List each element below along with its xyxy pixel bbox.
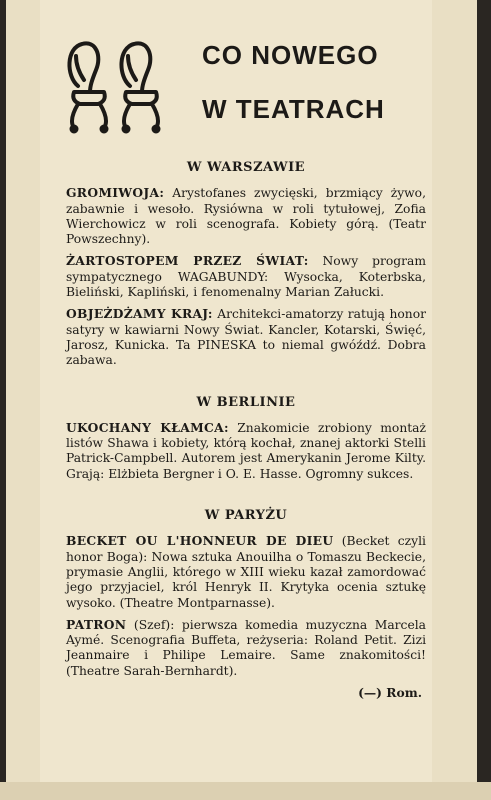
play-title: GROMIWOJA:	[66, 185, 165, 201]
play-title: UKOCHANY KŁAMCA:	[66, 419, 229, 435]
review-text: Architekci-amatorzy ratują honor satyry w kawiarni Nowy Świat. Kancler, Kotarski, Święć, Jarosz, Kunicka. Ta PINESKA to niemal gwóźdź. Dobra zabawa.	[66, 307, 426, 368]
review-text: Nowy program sympatycznego WAGABUNDY: Wysocka, Koterbska, Bieliński, Kapliński, i fenomenalny Marian Załucki.	[66, 254, 426, 300]
play-title: ŻARTOSTOPEM PRZEZ ŚWIAT:	[66, 253, 309, 269]
column-title	[202, 28, 432, 136]
section-title-berlin: W BERLINIE	[196, 394, 296, 410]
title-line-2: W TEATRACH	[202, 94, 385, 124]
review-entry	[66, 185, 426, 247]
review-entry	[66, 306, 426, 368]
review-text: (Becket czyli honor Boga): Nowa sztuka Anouilha o Tomaszu Beckecie, prymasie Anglii, którego w XIII wieku kazał zamordować jego przyjaciel, król Henryk II. Krytyka ocenia sztukę wysoko. (Theatre Montparnasse).	[66, 534, 426, 610]
play-title: BECKET OU L'HONNEUR DE DIEU	[66, 533, 334, 549]
theatre-chairs-illustration	[60, 36, 170, 136]
review-text: (Szef): pierwsza komedia muzyczna Marcela Aymé. Scenografia Buffeta, reżyseria: Roland Petit. Zizi Jeanmaire i Philipe Lemaire. Same znakomitości! (Theatre Sarah-Bernhardt).	[66, 617, 426, 678]
right-dark-edge	[477, 0, 491, 800]
play-title: PATRON	[66, 616, 127, 632]
review-entry	[66, 617, 426, 679]
bottom-edge	[0, 782, 491, 800]
play-title: OBJEŻDŻAMY KRAJ:	[66, 306, 213, 322]
title-line-1: CO NOWEGO	[202, 40, 379, 70]
review-text: Arystofanes zwycięski, brzmiący żywo, zabawnie i wesoło. Rysiówna w roli tytułowej, Zofia Wierchowicz w roli scenografa. Kobiety górą. (Teatr Powszechny).	[66, 186, 426, 247]
section-title-warszawa: W WARSZAWIE	[186, 160, 306, 175]
column-header	[60, 28, 430, 138]
review-entry	[66, 420, 426, 482]
review-entry	[66, 533, 426, 610]
review-entry	[66, 253, 426, 300]
section-title-paryz: W PARYŻU	[204, 508, 288, 524]
article-body	[66, 160, 426, 700]
author-signature: (—) Rom.	[358, 685, 422, 701]
review-text: Znakomicie zrobiony montaż listów Shawa i kobiety, którą kochał, znanej aktorki Stelli Patrick-Campbell. Autorem jest Amerykanin Jerome Kilty. Grają: Elżbieta Bergner i O. E. Hasse. Ogromny sukces.	[66, 420, 426, 481]
left-dark-edge	[0, 0, 6, 800]
